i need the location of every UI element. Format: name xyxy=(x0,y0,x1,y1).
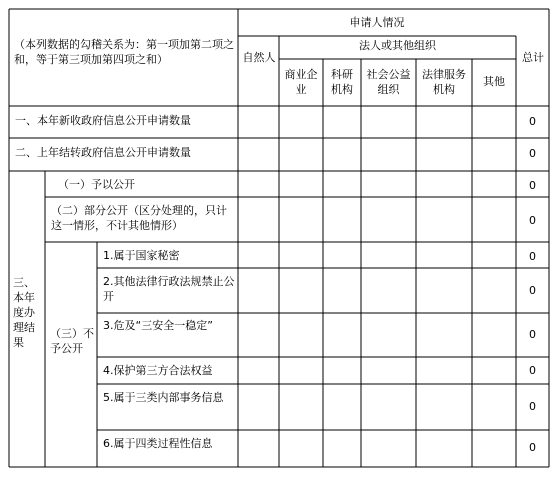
row-third-party-total: 0 xyxy=(529,364,536,377)
reconciliation-note: （本列数据的勾稽关系为：第一项加第二项之和，等于第三项加第四项之和） xyxy=(14,38,234,66)
row-state-secret-total: 0 xyxy=(529,250,536,263)
row-third-party-label: 4.保护第三方合法权益 xyxy=(103,364,213,377)
row-internal-affairs-total: 0 xyxy=(529,400,536,413)
col-header-research: 科研机构 xyxy=(331,68,353,96)
row-process-info-total: 0 xyxy=(529,441,536,454)
row-partial-label: （二）部分公开（区分处理的，只计这一情形，不计其他情形） xyxy=(51,204,227,232)
row-partial-total: 0 xyxy=(529,214,536,227)
col-header-public-welfare: 社会公益组织 xyxy=(366,68,411,96)
row-carried-over-label: 二、上年结转政府信息公开申请数量 xyxy=(15,146,191,159)
row-three-security-label: 3.危及“三安全一稳定” xyxy=(103,319,213,332)
row-disclosed-total: 0 xyxy=(529,179,536,192)
col-header-business: 商业企业 xyxy=(284,68,318,96)
row-state-secret-label: 1.属于国家秘密 xyxy=(103,249,180,262)
row-law-prohibited-total: 0 xyxy=(529,284,536,297)
row-three-security-total: 0 xyxy=(529,328,536,341)
row-new-requests-label: 一、本年新收政府信息公开申请数量 xyxy=(15,114,191,127)
row-law-prohibited-label: 2.其他法律行政法规禁止公开 xyxy=(103,275,235,303)
natural-person-header: 自然人 xyxy=(242,51,276,64)
row-new-requests-total: 0 xyxy=(529,115,536,128)
col-header-other: 其他 xyxy=(483,75,505,88)
row-process-info-label: 6.属于四类过程性信息 xyxy=(103,437,213,450)
legal-orgs-header: 法人或其他组织 xyxy=(359,39,436,52)
col-header-legal-services: 法律服务机构 xyxy=(422,68,466,96)
not-disclosed-group-label: （三）不予公开 xyxy=(50,327,94,355)
row-disclosed-label: （一）予以公开 xyxy=(58,178,135,191)
row-internal-affairs-label: 5.属于三类内部事务信息 xyxy=(103,391,224,404)
total-header: 总计 xyxy=(522,51,544,64)
row-carried-over-total: 0 xyxy=(529,147,536,160)
applicant-status-header: 申请人情况 xyxy=(349,16,405,29)
section-three-label: 三、本年度办理结果 xyxy=(13,276,35,349)
